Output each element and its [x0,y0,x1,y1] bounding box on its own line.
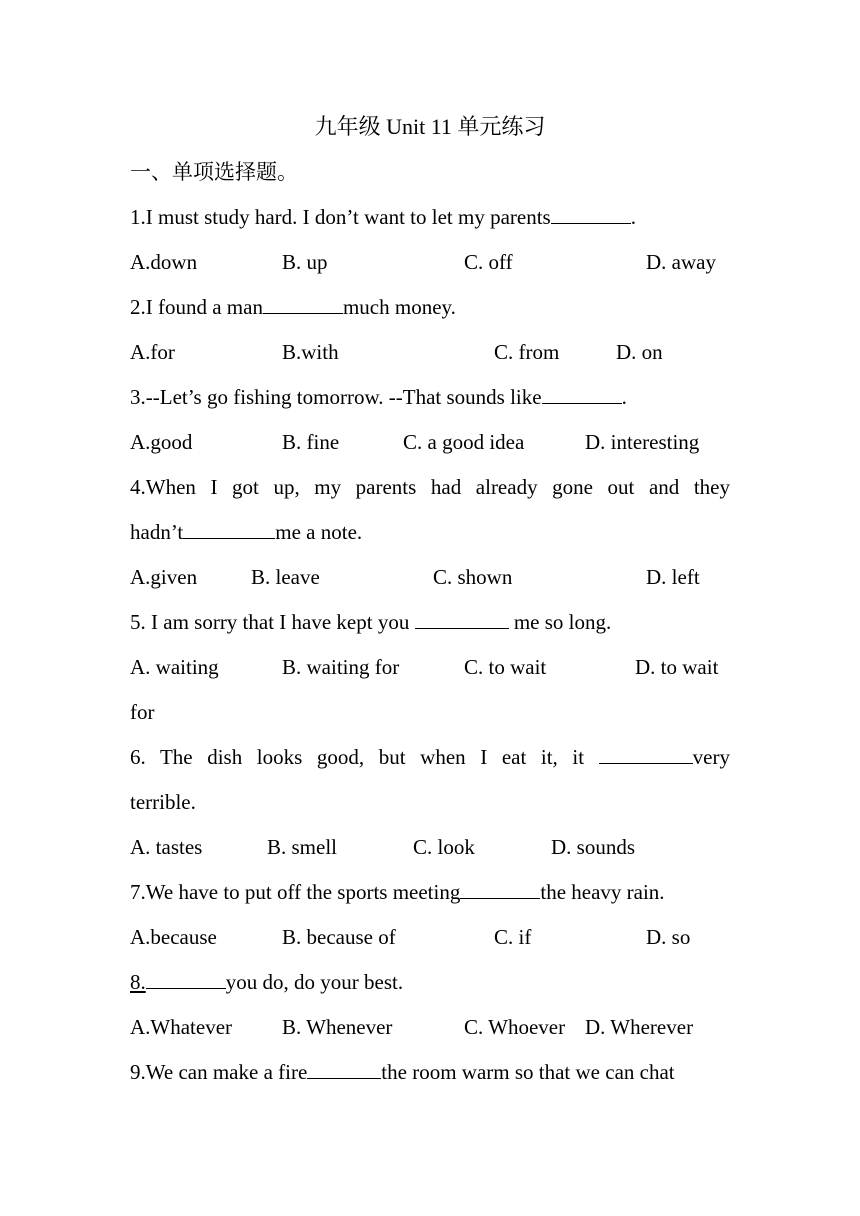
q6-option-a: A. tastes [130,835,203,859]
question-4-line-1: 4.When I got up, my parents had already gone out and they [130,475,730,499]
question-9 [130,1057,730,1087]
q2-option-d: D. on [616,340,663,364]
question-7-text: 7.We have to put off the sports meeting [130,880,461,904]
q4-option-a: A.given [130,565,198,589]
question-1 [130,202,730,232]
q6-option-b: B. smell [267,835,338,859]
q8-option-d: D. Wherever [585,1015,694,1039]
q4-option-b: B. leave [251,565,320,589]
q2-option-b: B.with [282,340,339,364]
question-5 [130,607,730,637]
q3-option-a: A.good [130,430,193,454]
page-title: 九年级 Unit 11 单元练习 [314,114,546,139]
q1-option-a: A.down [130,250,198,274]
q2-option-a: A.for [130,340,175,364]
q5-option-d: D. to wait [635,655,719,679]
q4-option-c: C. shown [433,565,513,589]
q6-option-c: C. look [413,835,475,859]
q7-option-a: A.because [130,925,217,949]
q2-option-c: C. from [494,340,560,364]
question-5-blank [415,610,509,629]
q7-option-d: D. so [646,925,691,949]
q3-option-d: D. interesting [585,430,700,454]
question-1-blank [551,205,631,224]
q8-option-a: A.Whatever [130,1015,233,1039]
question-6-wrap: terrible. [130,790,196,814]
q3-option-c: C. a good idea [403,430,525,454]
question-7 [130,877,730,907]
question-3 [130,382,730,412]
question-6-blank [599,745,693,764]
question-2-text: 2.I found a man [130,295,263,319]
question-5-text: 5. I am sorry that I have kept you [130,610,410,634]
q5-option-c: C. to wait [464,655,547,679]
question-2 [130,292,730,322]
q7-option-b: B. because of [282,925,396,949]
question-1-text: 1.I must study hard. I don’t want to let my parents [130,205,551,229]
q8-option-c: C. Whoever [464,1015,566,1039]
question-8-blank [146,970,226,989]
q8-option-b: B. Whenever [282,1015,393,1039]
q5-option-a: A. waiting [130,655,219,679]
question-2-blank [263,295,343,314]
question-3-blank [542,385,622,404]
q3-option-b: B. fine [282,430,340,454]
question-7-blank [460,880,540,899]
question-8-number: 8. [130,970,146,994]
q1-option-d: D. away [646,250,716,274]
question-6 [130,742,730,772]
question-3-text: 3.--Let’s go fishing tomorrow. --That sounds like [130,385,542,409]
q6-option-d: D. sounds [551,835,636,859]
q7-option-c: C. if [494,925,532,949]
question-4-end: me a note. [275,520,363,544]
question-3-end: . [621,385,627,409]
question-9-blank [307,1060,381,1079]
question-4-blank [183,520,275,539]
question-4-line-2 [130,517,730,547]
question-7-end: the heavy rain. [540,880,665,904]
question-1-end: . [630,205,636,229]
question-4-text: hadn’t [130,520,184,544]
question-2-end: much money. [342,295,456,319]
question-6-text: 6. The dish looks good, but when I eat it, it [130,745,585,769]
question-6-end: very [692,745,730,769]
question-5-option-wrap: for [130,700,155,724]
question-8-end: you do, do your best. [225,970,404,994]
q1-option-b: B. up [282,250,328,274]
q4-option-d: D. left [646,565,700,589]
question-8 [130,967,730,997]
q5-option-b: B. waiting for [282,655,400,679]
q1-option-c: C. off [464,250,513,274]
question-9-end: the room warm so that we can chat [381,1060,675,1084]
section-heading: 一、单项选择题。 [130,160,298,184]
question-9-text: 9.We can make a fire [130,1060,308,1084]
question-5-end: me so long. [513,610,612,634]
